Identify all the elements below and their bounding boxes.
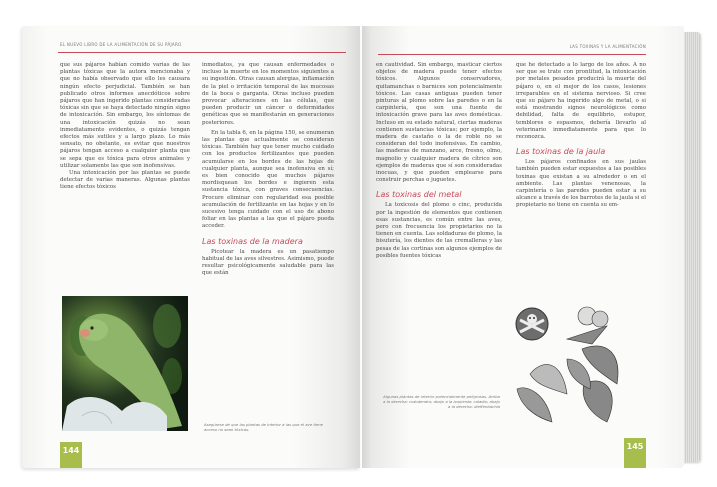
caladium-drawing	[517, 364, 567, 422]
page-number-right: 145	[624, 438, 646, 468]
paragraph: inmediatos, ya que causan enfermedades o incluso la muerte en los momentos siguientes a su ingestión. Otras causan alergias, inflamación de la piel o irritación temporal de las mucosas de la boca o garganta. Otras incluso pueden provocar alteraciones en las células, que pueden producir un cáncer o deformidades genéticas que se manifestarán en generaciones posteriores.	[202, 62, 334, 126]
photo-caption: Asegúrese de que las plantas de interior a las que el ave tiene acceso no sean tóxicas.	[204, 422, 323, 432]
paragraph: La toxicosis del plomo o cinc, producida por la ingestión de elementos que contienen esas sustancias, es común entre las aves, pero con frecuencia los propietarios no la tienen en cuenta. Las soldaduras de plomo, la bisutería, los dientes de las cremalleras y las pesas de las cortinas son algunos ejemplos de posibles fuentes tóxicas	[376, 202, 502, 259]
page-edges	[682, 32, 700, 462]
paragraph: Los pájaros confinados en sus jaulas también pueden estar expuestos a las posibles toxinas que existan a su alrededor o en el ambiente. Las plantas venenosas, la carpintería o las paredes pueden estar a su alcance a través de los barrotes de la jaula si el propietario no tiene en cuenta su em-	[516, 159, 647, 209]
open-book	[22, 18, 702, 473]
parrot-image	[62, 296, 188, 431]
running-head-left: EL NUEVO LIBRO DE LA ALIMENTACIÓN DE SU PÁJARO	[60, 42, 182, 47]
paragraph: que sus pájaros habían comido varias de las plantas tóxicas que la autora mencionaba y que no había observado que ello les causara ningún efecto perjudicial. También se han publicado otros informes anecdóticos sobre pájaros que han ingerido plantas consideradas tóxicas sin que se haya detectado ningún signo de intoxicación. Sin embargo, los síntomas de una intoxicación quizás no sean inmediatamente evidentes, o quizás tengan efectos más sutiles y a largo plazo. Lo más sensato, no obstante, es evitar que nuestros pájaros tengan acceso a cualquier planta que se sepa que es tóxica para otros animales y utilizar solamente las que son inofensivas.	[60, 62, 190, 169]
skull-crossbones-icon	[516, 308, 548, 340]
paragraph: Una intoxicación por las plantas se puede detectar de varias maneras. Algunas plantas tiene efectos tóxicos	[60, 170, 190, 191]
right-page	[362, 26, 684, 468]
header-rule-left	[58, 52, 346, 53]
page-number-left: 144	[60, 442, 82, 468]
paragraph: Picotear la madera es un pasatiempo habitual de las aves silvestres. Asimismo, puede resultar psicológicamente saludable para las que están	[202, 248, 334, 277]
toxic-plants-illustration	[512, 304, 642, 434]
parrot-photo	[62, 296, 188, 431]
left-page	[22, 26, 360, 468]
header-rule-right	[378, 54, 646, 55]
running-head-right: LAS TOXINAS Y LA ALIMENTACIÓN	[569, 44, 646, 49]
illustration-caption: Algunas plantas de interior potencialmente peligrosas. Arriba a la derecha: rododendro; abajo a la izquierda: caladio; abajo a la derecha: dieffenbachia	[383, 394, 500, 409]
paragraph: que he detectado a lo largo de los años. A no ser que se trate con prontitud, la intoxicación por metales pesados producirá la muerte del pájaro o, en el mejor de los casos, lesiones irreparables en el sistema nervioso. Si cree que su pájaro ha ingerido algo de metal, o si está mostrando signos neurológicos como debilidad, falta de equilibrio, estupor, temblores o espasmos, debería llevarlo al veterinario inmediatamente para que lo reconozca.	[516, 62, 646, 141]
rhododendron-drawing	[567, 307, 618, 422]
section-heading-madera: Las toxinas de la madera	[202, 236, 303, 246]
left-column-1	[60, 62, 190, 192]
paragraph: En la tabla 6, en la página 150, se enumeran las plantas que actualmente se consideran tóxicas. También hay que tener mucho cuidado con los productos fertilizantes que pueden acumularse en los bordes de las hojas de cualquier planta, aunque sea inofensiva en sí; es bien conocido que muchos pájaros mordisquean los bordes e ingieren esta sustancia tóxica, con graves consecuencias. Procure eliminar con regularidad esa posible acumulación de fertilizante en las hojas y en lo sucesivo tenga cuidado con el uso de abono foliar en las plantas a las que el pájaro pueda acceder.	[202, 129, 334, 230]
right-column-1	[376, 62, 502, 260]
right-column-2	[516, 62, 646, 210]
left-column-2	[202, 62, 334, 277]
section-heading-jaula: Las toxinas de la jaula	[516, 147, 606, 157]
paragraph: en cautividad. Sin embargo, masticar ciertos objetos de madera puede tener efectos tóxicos. Algunos conservadores, quitamanchas o barnices son potencialmente tóxicos. Las casas antiguas pueden tener pinturas al plomo sobre las paredes o en la carpintería, que son una fuente de intoxicación grave para las aves domésticas. Incluso en su estado natural, ciertas maderas contienen sustancias tóxicas; por ejemplo, la madera de castaño o la de roble no se consideran del todo inofensivas. En cambio, las maderas de manzano, arce, fresno, olmo, magnolio y cualquier madera de cítrico son ejemplos de maderas que sí son consideradas inocuas, y que pueden emplearse para construir perchas o juguetes.	[376, 62, 502, 184]
section-heading-metal: Las toxinas del metal	[376, 190, 462, 200]
